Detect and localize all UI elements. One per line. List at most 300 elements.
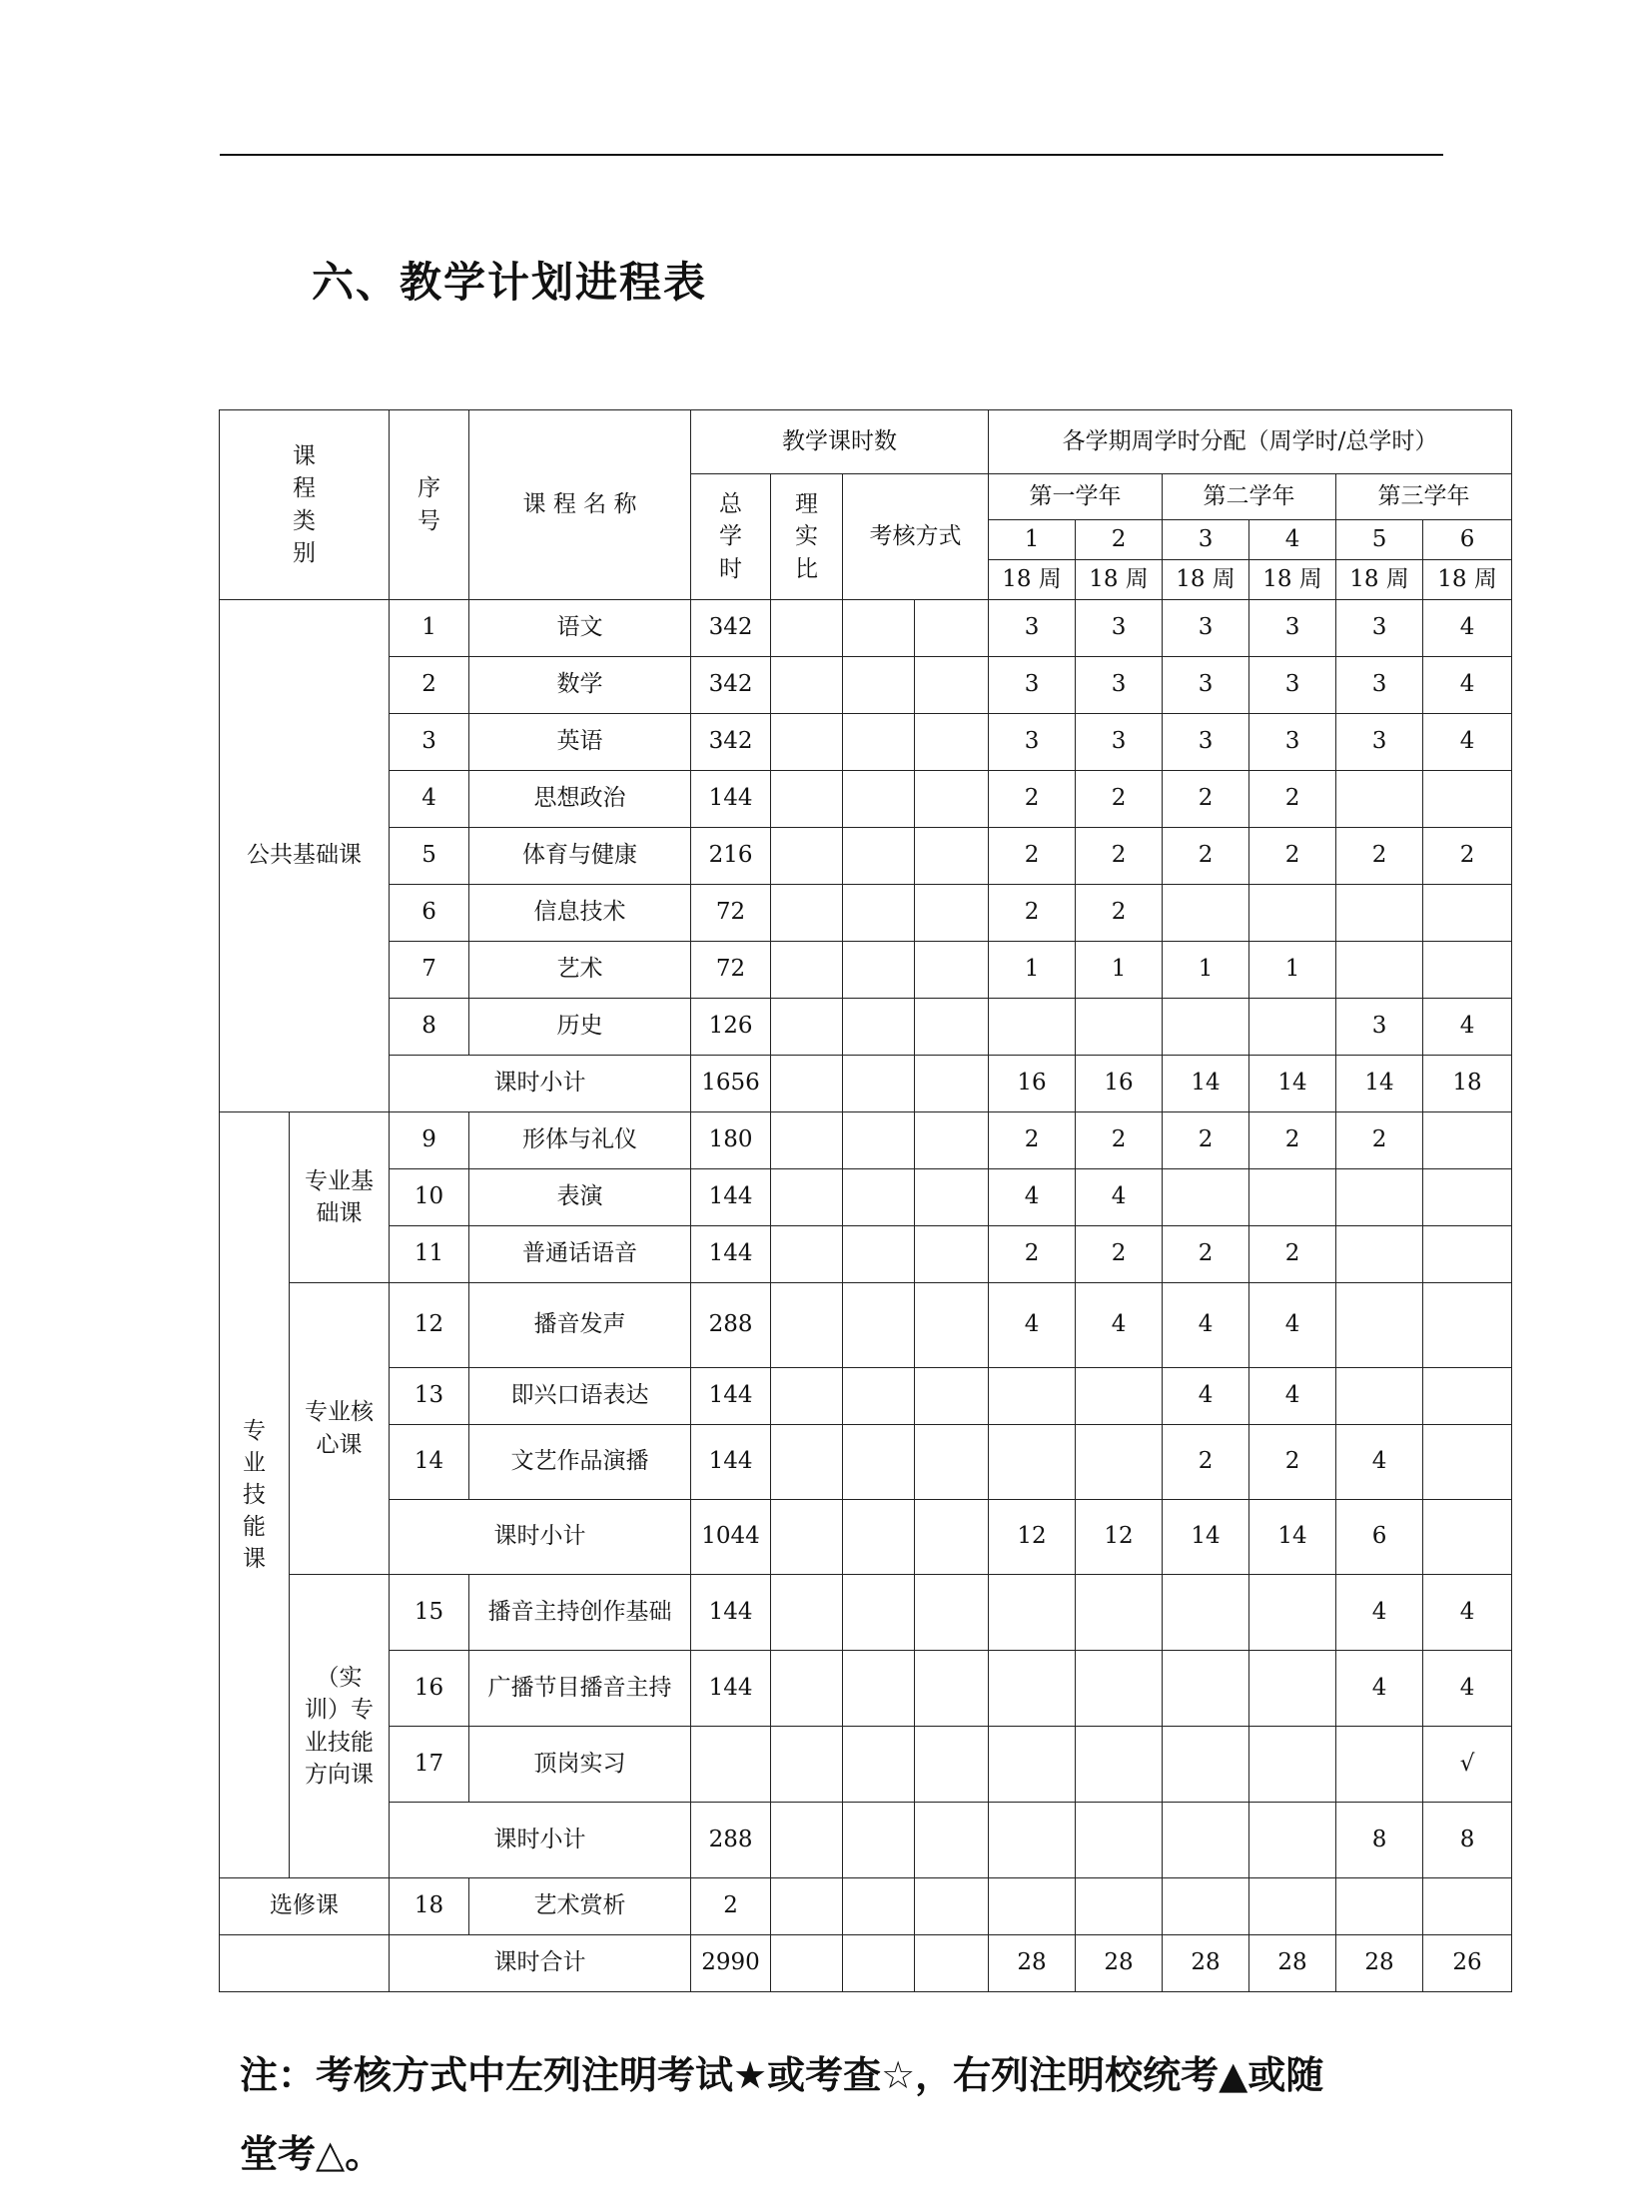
table-row	[220, 600, 1512, 657]
weekly-hours-cell: 2	[1163, 771, 1249, 828]
header-weeks: 18 周	[1336, 560, 1423, 600]
weekly-hours-cell	[1336, 1283, 1423, 1368]
header-assessment: 考核方式	[843, 474, 989, 600]
weekly-hours-cell: 6	[1336, 1500, 1423, 1575]
assessment-right	[915, 657, 989, 714]
assessment-left	[843, 1056, 915, 1112]
table-row	[220, 1500, 1512, 1575]
weekly-hours-cell: 2	[989, 828, 1076, 885]
weekly-hours-cell	[1076, 1878, 1163, 1935]
group-total-blank	[220, 1935, 390, 1992]
weekly-hours-cell	[1249, 885, 1336, 942]
table-row	[220, 1803, 1512, 1878]
course-name: 数学	[469, 657, 691, 714]
course-seq: 9	[390, 1112, 469, 1169]
ratio-cell	[771, 942, 843, 999]
weekly-hours-cell: 3	[1249, 600, 1336, 657]
header-ratio: 理实比	[771, 474, 843, 600]
weekly-hours-cell: 14	[1249, 1056, 1336, 1112]
table-row	[220, 999, 1512, 1056]
table-row	[220, 1226, 1512, 1283]
weekly-hours-cell: 4	[1423, 714, 1512, 771]
weekly-hours-cell	[1336, 1727, 1423, 1803]
ratio-cell	[771, 600, 843, 657]
assessment-left	[843, 1368, 915, 1425]
assessment-right	[915, 714, 989, 771]
course-seq: 8	[390, 999, 469, 1056]
weekly-hours-cell	[1423, 1169, 1512, 1226]
weekly-hours-cell	[989, 1651, 1076, 1727]
weekly-hours-cell	[1076, 1425, 1163, 1500]
weekly-hours-cell	[1249, 1727, 1336, 1803]
assessment-right	[915, 1425, 989, 1500]
table-row	[220, 1727, 1512, 1803]
assessment-right	[915, 1169, 989, 1226]
weekly-hours-cell: 3	[1163, 714, 1249, 771]
course-seq: 15	[390, 1575, 469, 1651]
weekly-hours-cell	[1249, 1651, 1336, 1727]
weekly-hours-cell	[1249, 1803, 1336, 1878]
header-semester: 2	[1076, 520, 1163, 560]
weekly-hours-cell: 2	[1076, 1112, 1163, 1169]
weekly-hours-cell: 1	[989, 942, 1076, 999]
weekly-hours-cell: 2	[1163, 828, 1249, 885]
assessment-right	[915, 1283, 989, 1368]
table-row	[220, 828, 1512, 885]
course-seq: 4	[390, 771, 469, 828]
weekly-hours-cell: 14	[1163, 1500, 1249, 1575]
total-hours: 342	[691, 657, 771, 714]
weekly-hours-cell	[989, 1727, 1076, 1803]
weekly-hours-cell	[1163, 1878, 1249, 1935]
assessment-right	[915, 885, 989, 942]
assessment-right	[915, 1651, 989, 1727]
group-prof-basic: 专业基础课	[290, 1112, 390, 1283]
weekly-hours-cell: 4	[1423, 1651, 1512, 1727]
header-year-3: 第三学年	[1336, 474, 1512, 520]
total-hours: 2	[691, 1878, 771, 1935]
weekly-hours-cell	[1249, 1878, 1336, 1935]
course-seq: 7	[390, 942, 469, 999]
assessment-left	[843, 771, 915, 828]
header-semester: 4	[1249, 520, 1336, 560]
weekly-hours-cell	[1163, 1803, 1249, 1878]
ratio-cell	[771, 828, 843, 885]
course-name: 体育与健康	[469, 828, 691, 885]
table-row	[220, 1575, 1512, 1651]
table-row	[220, 885, 1512, 942]
weekly-hours-cell	[1076, 999, 1163, 1056]
header-semester: 6	[1423, 520, 1512, 560]
assessment-left	[843, 1112, 915, 1169]
footnote-continued: 堂考△。	[240, 2132, 384, 2176]
weekly-hours-cell	[1423, 942, 1512, 999]
total-hours: 144	[691, 1425, 771, 1500]
course-name: 播音主持创作基础	[469, 1575, 691, 1651]
weekly-hours-cell	[1336, 942, 1423, 999]
weekly-hours-cell: 3	[1336, 657, 1423, 714]
weekly-hours-cell: 1	[1076, 942, 1163, 999]
weekly-hours-cell: 3	[1076, 714, 1163, 771]
weekly-hours-cell: 3	[989, 657, 1076, 714]
total-hours: 288	[691, 1283, 771, 1368]
weekly-hours-cell: 3	[1076, 657, 1163, 714]
weekly-hours-cell	[1163, 1169, 1249, 1226]
header-semester: 1	[989, 520, 1076, 560]
course-name: 表演	[469, 1169, 691, 1226]
total-hours: 342	[691, 714, 771, 771]
course-name: 思想政治	[469, 771, 691, 828]
weekly-hours-cell: 4	[1336, 1425, 1423, 1500]
weekly-hours-cell: 2	[1163, 1425, 1249, 1500]
table-row	[220, 771, 1512, 828]
table-row	[220, 942, 1512, 999]
total-hours: 180	[691, 1112, 771, 1169]
header-weeks: 18 周	[1163, 560, 1249, 600]
assessment-right	[915, 1056, 989, 1112]
weekly-hours-cell: 2	[1076, 828, 1163, 885]
weekly-hours-cell	[1336, 885, 1423, 942]
header-semester: 5	[1336, 520, 1423, 560]
course-name: 形体与礼仪	[469, 1112, 691, 1169]
weekly-hours-cell: 2	[1076, 1226, 1163, 1283]
weekly-hours-cell: 4	[1163, 1283, 1249, 1368]
weekly-hours-cell	[1423, 771, 1512, 828]
course-name: 语文	[469, 600, 691, 657]
group-elective: 选修课	[220, 1878, 390, 1935]
course-seq: 10	[390, 1169, 469, 1226]
total-hours: 144	[691, 1169, 771, 1226]
weekly-hours-cell: 3	[1336, 714, 1423, 771]
weekly-hours-cell: 2	[1336, 828, 1423, 885]
weekly-hours-cell	[1336, 771, 1423, 828]
weekly-hours-cell: 4	[1249, 1368, 1336, 1425]
total-hours	[691, 1727, 771, 1803]
total-hours: 216	[691, 828, 771, 885]
assessment-left	[843, 1575, 915, 1651]
course-seq: 18	[390, 1878, 469, 1935]
weekly-hours-cell: 26	[1423, 1935, 1512, 1992]
course-name: 艺术赏析	[469, 1878, 691, 1935]
header-course-name: 课 程 名 称	[469, 410, 691, 600]
group-prof-core: 专业核心课	[290, 1283, 390, 1575]
weekly-hours-cell: 4	[1423, 1575, 1512, 1651]
weekly-hours-cell: 14	[1163, 1056, 1249, 1112]
header-weeks: 18 周	[989, 560, 1076, 600]
course-seq: 16	[390, 1651, 469, 1727]
course-seq: 17	[390, 1727, 469, 1803]
header-weeks: 18 周	[1076, 560, 1163, 600]
ratio-cell	[771, 1368, 843, 1425]
weekly-hours-cell: 2	[1076, 885, 1163, 942]
weekly-hours-cell: 14	[1336, 1056, 1423, 1112]
weekly-hours-cell	[1249, 999, 1336, 1056]
ratio-cell	[771, 1283, 843, 1368]
total-hours: 288	[691, 1803, 771, 1878]
header-seq: 序号	[390, 410, 469, 600]
header-semester: 3	[1163, 520, 1249, 560]
course-name: 艺术	[469, 942, 691, 999]
ratio-cell	[771, 1112, 843, 1169]
ratio-cell	[771, 714, 843, 771]
weekly-hours-cell: 4	[989, 1169, 1076, 1226]
course-seq: 13	[390, 1368, 469, 1425]
header-rule	[220, 154, 1443, 156]
assessment-left	[843, 600, 915, 657]
table-row	[220, 1935, 1512, 1992]
weekly-hours-cell: 4	[1076, 1169, 1163, 1226]
weekly-hours-cell: 28	[1249, 1935, 1336, 1992]
header-year-2: 第二学年	[1163, 474, 1336, 520]
ratio-cell	[771, 1056, 843, 1112]
teaching-plan-table	[219, 409, 1512, 1992]
assessment-left	[843, 1283, 915, 1368]
course-seq: 14	[390, 1425, 469, 1500]
weekly-hours-cell	[1163, 1575, 1249, 1651]
weekly-hours-cell: 28	[1163, 1935, 1249, 1992]
weekly-hours-cell	[989, 999, 1076, 1056]
total-hours: 144	[691, 771, 771, 828]
header-year-1: 第一学年	[989, 474, 1163, 520]
weekly-hours-cell	[989, 1425, 1076, 1500]
course-name: 历史	[469, 999, 691, 1056]
total-hours: 144	[691, 1368, 771, 1425]
group-public: 公共基础课	[220, 600, 390, 1112]
course-seq: 12	[390, 1283, 469, 1368]
weekly-hours-cell: 28	[1076, 1935, 1163, 1992]
assessment-right	[915, 1935, 989, 1992]
total-hours: 2990	[691, 1935, 771, 1992]
weekly-hours-cell: 4	[1336, 1575, 1423, 1651]
ratio-cell	[771, 1226, 843, 1283]
course-seq: 5	[390, 828, 469, 885]
weekly-hours-cell: 2	[1249, 1226, 1336, 1283]
weekly-hours-cell	[1423, 1283, 1512, 1368]
weekly-hours-cell	[1076, 1575, 1163, 1651]
ratio-cell	[771, 1935, 843, 1992]
weekly-hours-cell: 2	[1249, 1425, 1336, 1500]
total-hours: 126	[691, 999, 771, 1056]
total-hours: 1044	[691, 1500, 771, 1575]
assessment-right	[915, 1803, 989, 1878]
course-seq: 6	[390, 885, 469, 942]
subtotal-label: 课时合计	[390, 1935, 691, 1992]
course-seq: 2	[390, 657, 469, 714]
assessment-left	[843, 1226, 915, 1283]
assessment-left	[843, 828, 915, 885]
weekly-hours-cell: √	[1423, 1727, 1512, 1803]
weekly-hours-cell	[1423, 885, 1512, 942]
group-prof-direction: （实训）专业技能 方向课	[290, 1575, 390, 1878]
assessment-left	[843, 942, 915, 999]
total-hours: 144	[691, 1575, 771, 1651]
table-row	[220, 657, 1512, 714]
weekly-hours-cell: 4	[1423, 657, 1512, 714]
weekly-hours-cell: 2	[989, 771, 1076, 828]
weekly-hours-cell	[1336, 1169, 1423, 1226]
weekly-hours-cell: 2	[989, 885, 1076, 942]
weekly-hours-cell: 4	[1336, 1651, 1423, 1727]
weekly-hours-cell	[1249, 1169, 1336, 1226]
weekly-hours-cell: 4	[1249, 1283, 1336, 1368]
assessment-right	[915, 1368, 989, 1425]
table-row	[220, 1878, 1512, 1935]
ratio-cell	[771, 1878, 843, 1935]
assessment-left	[843, 1935, 915, 1992]
weekly-hours-cell	[1336, 1368, 1423, 1425]
weekly-hours-cell	[1076, 1803, 1163, 1878]
weekly-hours-cell	[1163, 1727, 1249, 1803]
weekly-hours-cell: 1	[1249, 942, 1336, 999]
weekly-hours-cell: 14	[1249, 1500, 1336, 1575]
weekly-hours-cell: 4	[1076, 1283, 1163, 1368]
assessment-left	[843, 1727, 915, 1803]
weekly-hours-cell: 2	[1249, 828, 1336, 885]
table-row	[220, 1112, 1512, 1169]
assessment-left	[843, 1169, 915, 1226]
weekly-hours-cell	[1423, 1226, 1512, 1283]
weekly-hours-cell: 2	[989, 1112, 1076, 1169]
weekly-hours-cell: 2	[1163, 1226, 1249, 1283]
table-row	[220, 1169, 1512, 1226]
weekly-hours-cell	[1423, 1368, 1512, 1425]
weekly-hours-cell: 3	[1163, 600, 1249, 657]
total-hours: 144	[691, 1226, 771, 1283]
ratio-cell	[771, 1575, 843, 1651]
weekly-hours-cell: 2	[1249, 771, 1336, 828]
weekly-hours-cell	[1423, 1112, 1512, 1169]
course-name: 信息技术	[469, 885, 691, 942]
table-row	[220, 1425, 1512, 1500]
header-weeks: 18 周	[1423, 560, 1512, 600]
assessment-right	[915, 1226, 989, 1283]
assessment-right	[915, 942, 989, 999]
weekly-hours-cell: 8	[1423, 1803, 1512, 1878]
weekly-hours-cell: 12	[989, 1500, 1076, 1575]
ratio-cell	[771, 885, 843, 942]
weekly-hours-cell	[1076, 1727, 1163, 1803]
course-seq: 11	[390, 1226, 469, 1283]
weekly-hours-cell	[1163, 1651, 1249, 1727]
header-category: 课程类别	[220, 410, 390, 600]
assessment-left	[843, 1803, 915, 1878]
weekly-hours-cell: 4	[1163, 1368, 1249, 1425]
weekly-hours-cell	[1336, 1226, 1423, 1283]
subtotal-label: 课时小计	[390, 1803, 691, 1878]
ratio-cell	[771, 1803, 843, 1878]
course-name: 播音发声	[469, 1283, 691, 1368]
table-row	[220, 1056, 1512, 1112]
weekly-hours-cell: 3	[1163, 657, 1249, 714]
weekly-hours-cell	[1423, 1425, 1512, 1500]
assessment-right	[915, 1727, 989, 1803]
ratio-cell	[771, 1169, 843, 1226]
ratio-cell	[771, 657, 843, 714]
weekly-hours-cell	[1076, 1368, 1163, 1425]
ratio-cell	[771, 1425, 843, 1500]
ratio-cell	[771, 1727, 843, 1803]
ratio-cell	[771, 999, 843, 1056]
footnote: 注：考核方式中左列注明考试★或考查☆，右列注明校统考▲或随	[240, 2053, 1324, 2097]
weekly-hours-cell: 2	[1076, 771, 1163, 828]
header-weeks: 18 周	[1249, 560, 1336, 600]
assessment-right	[915, 1500, 989, 1575]
assessment-left	[843, 1425, 915, 1500]
course-seq: 1	[390, 600, 469, 657]
course-name: 文艺作品演播	[469, 1425, 691, 1500]
weekly-hours-cell	[1249, 1575, 1336, 1651]
weekly-hours-cell	[989, 1575, 1076, 1651]
course-name: 即兴口语表达	[469, 1368, 691, 1425]
weekly-hours-cell: 4	[989, 1283, 1076, 1368]
assessment-right	[915, 1112, 989, 1169]
table-row	[220, 1283, 1512, 1368]
table-row	[220, 714, 1512, 771]
course-name: 普通话语音	[469, 1226, 691, 1283]
weekly-hours-cell: 8	[1336, 1803, 1423, 1878]
assessment-right	[915, 1575, 989, 1651]
section-heading: 六、教学计划进程表	[312, 258, 708, 307]
assessment-left	[843, 999, 915, 1056]
assessment-right	[915, 1878, 989, 1935]
assessment-left	[843, 885, 915, 942]
course-name: 广播节目播音主持	[469, 1651, 691, 1727]
header-total-hours: 总学时	[691, 474, 771, 600]
weekly-hours-cell	[1076, 1651, 1163, 1727]
assessment-left	[843, 1878, 915, 1935]
weekly-hours-cell	[1423, 1878, 1512, 1935]
ratio-cell	[771, 1651, 843, 1727]
weekly-hours-cell: 3	[989, 714, 1076, 771]
weekly-hours-cell: 4	[1423, 600, 1512, 657]
weekly-hours-cell	[1163, 999, 1249, 1056]
weekly-hours-cell	[989, 1878, 1076, 1935]
weekly-hours-cell: 2	[1163, 1112, 1249, 1169]
weekly-hours-cell: 3	[1076, 600, 1163, 657]
weekly-hours-cell: 4	[1423, 999, 1512, 1056]
assessment-left	[843, 1651, 915, 1727]
weekly-hours-cell	[989, 1803, 1076, 1878]
table-row	[220, 1368, 1512, 1425]
subtotal-label: 课时小计	[390, 1500, 691, 1575]
total-hours: 72	[691, 885, 771, 942]
weekly-hours-cell: 3	[1249, 714, 1336, 771]
weekly-hours-cell: 28	[1336, 1935, 1423, 1992]
weekly-hours-cell: 3	[1249, 657, 1336, 714]
weekly-hours-cell: 2	[1336, 1112, 1423, 1169]
weekly-hours-cell	[1163, 885, 1249, 942]
weekly-hours-cell: 1	[1163, 942, 1249, 999]
assessment-right	[915, 828, 989, 885]
weekly-hours-cell	[989, 1368, 1076, 1425]
weekly-hours-cell	[1423, 1500, 1512, 1575]
weekly-hours-cell: 3	[989, 600, 1076, 657]
total-hours: 1656	[691, 1056, 771, 1112]
table-row	[220, 1651, 1512, 1727]
total-hours: 342	[691, 600, 771, 657]
assessment-left	[843, 657, 915, 714]
weekly-hours-cell: 2	[1249, 1112, 1336, 1169]
weekly-hours-cell: 28	[989, 1935, 1076, 1992]
weekly-hours-cell: 3	[1336, 999, 1423, 1056]
assessment-left	[843, 714, 915, 771]
course-name: 英语	[469, 714, 691, 771]
header-hours-group: 教学课时数	[691, 410, 989, 474]
assessment-left	[843, 1500, 915, 1575]
group-professional: 专业技能课	[220, 1112, 290, 1878]
ratio-cell	[771, 771, 843, 828]
course-name: 顶岗实习	[469, 1727, 691, 1803]
